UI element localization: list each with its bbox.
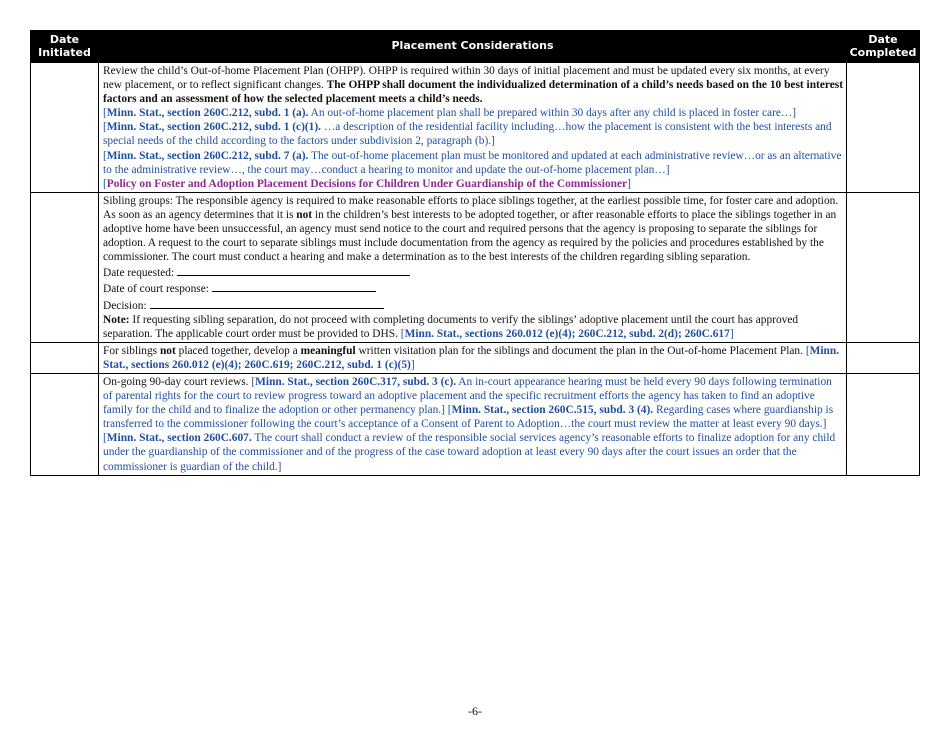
note-text: If requesting sibling separation, do not proceed with completing documents to verify the siblings’ adoptive placement until the court has approved separation. The applicable court order must be provided to DHS. <box>103 313 799 340</box>
decision-label: Decision: <box>103 299 147 312</box>
page-number: -6- <box>468 704 482 718</box>
date-court-response-label: Date of court response: <box>103 283 209 296</box>
table-header-row <box>31 31 920 63</box>
court-reviews-cite-2: Minn. Stat., section 260C.515, subd. 3 (4). <box>451 404 654 417</box>
placement-table <box>30 30 920 476</box>
note-label: Note: <box>103 313 130 326</box>
decision-field <box>103 297 843 313</box>
visitation-plan-text: For siblings not placed together, develop a meaningful written visitation plan for the siblings and document the plan in the Out-of-home Placement Plan. [Minn. Stat., sections 260.012 (e)(4); 260C.619; 260C.212, subd. 1 (c)(5)] <box>103 344 840 371</box>
date-initiated-cell[interactable] <box>31 373 99 475</box>
decision-input[interactable] <box>150 297 384 309</box>
reference-1: [Minn. Stat., section 260C.212, subd. 1 (a). An out-of-home placement plan shall be prepared within 30 days after any child is placed in foster care…] <box>103 107 797 120</box>
sibling-note: Note: If requesting sibling separation, do not proceed with completing documents to verify the siblings’ adoptive placement until the court has approved separation. The applicable court order must be provided to DHS. [Minn. Stat., sections 260.012 (e)(4); 260C.212, subd. 2(d); 260C.617] <box>103 313 799 340</box>
reference-3-text: The out-of-home placement plan must be monitored and updated at each administrative review…or as an alternative to the administrative review…, the court may…conduct a hearing to monitor and update the out-of-home placement plan…] <box>103 149 842 176</box>
reference-3: [Minn. Stat., section 260C.212, subd. 7 (a). The out-of-home placement plan must be monitored and updated at each administrative review…or as an alternative to the administrative review…, the court may…conduct a hearing to monitor and update the out-of-home placement plan…] <box>103 149 842 176</box>
reference-2-text: …a description of the residential facility including…how the placement is consistent with the best interests and special needs of the child according to the factors under subdivision 2, paragraph (b).] <box>103 121 832 148</box>
court-reviews-text-2: Regarding cases where guardianship is transferred to the commissioner following the court’s acceptance of a Consent of Parent to Adoption…the court must review the matter at least every 90 days.] <box>103 404 834 431</box>
table-row <box>31 63 920 193</box>
court-reviews-cite-1: Minn. Stat., section 260C.317, subd. 3 (c). <box>255 375 457 388</box>
header-date-completed: Date Completed <box>847 31 920 63</box>
date-initiated-cell[interactable] <box>31 192 99 342</box>
table-row <box>31 373 920 475</box>
sibling-not-bold: not <box>296 208 313 221</box>
ohpp-consideration-cell <box>99 63 847 193</box>
sibling-groups-text <box>103 194 843 264</box>
date-completed-cell[interactable] <box>847 342 920 373</box>
ohpp-intro-bold: The OHPP shall document the individualized determination of a child’s needs based on the 10 best interest factors and an assessment of how the selected placement meets a child’s needs. <box>103 79 844 106</box>
visitation-not-bold: not <box>159 344 176 357</box>
date-completed-cell[interactable] <box>847 192 920 342</box>
date-requested-label: Date requested: <box>103 267 175 280</box>
reference-3-cite: Minn. Stat., section 260C.212, subd. 7 (a). <box>106 149 309 162</box>
table-row <box>31 192 920 342</box>
ohpp-intro <box>103 64 843 106</box>
date-court-response-field <box>103 280 843 296</box>
sibling-text-a: Sibling groups: The responsible agency is required to make reasonable efforts to place siblings together, at the earliest possible time, for foster care and adoption. As soon as an agency determines that it is <box>103 194 839 221</box>
court-reviews-text-3: The court shall conduct a review of the responsible social services agency’s reasonable efforts to finalize adoption for any child under the guardianship of the commissioner and of the progress of the case toward adoption at least every 90 days after the court issues an order that the commissioner is guardian of the child.] <box>103 432 836 473</box>
date-initiated-cell[interactable] <box>31 342 99 373</box>
header-placement-considerations: Placement Considerations <box>99 31 847 63</box>
court-reviews-cite-3: Minn. Stat., section 260C.607. <box>106 432 252 445</box>
date-completed-cell[interactable] <box>847 373 920 475</box>
visitation-cite: Minn. Stat., sections 260.012 (e)(4); 260C.619; 260C.212, subd. 1 (c)(5) <box>103 344 840 371</box>
header-date-initiated: Date Initiated <box>31 31 99 63</box>
court-reviews-text-1: An in-court appearance hearing must be held every 90 days following termination of parental rights for the court to review progress toward an adoptive placement and the specific recruitment efforts the agency has taken to find an adoptive family for the child and to finalize the adoption or other permanency plan.] <box>103 375 832 417</box>
sibling-groups-cell <box>99 192 847 342</box>
note-cite: Minn. Stat., sections 260.012 (e)(4); 260C.212, subd. 2(d); 260C.617 <box>404 327 730 340</box>
visitation-text-a: For siblings <box>103 344 160 357</box>
reference-1-cite: Minn. Stat., section 260C.212, subd. 1 (a). <box>106 107 309 120</box>
date-requested-field <box>103 264 843 280</box>
table-row <box>31 342 920 373</box>
date-completed-cell[interactable] <box>847 63 920 193</box>
visitation-text-b: placed together, develop a <box>175 344 301 357</box>
sibling-text-b: in the children’s best interests to be adopted together, or after reasonable efforts to place the siblings together in an adoptive home have been unsuccessful, an agency must send notice to the court and required persons that the agency is proposing to separate the siblings for adoption. A request to the court to separate siblings must include documentation from the agency as required by the policies and procedures established by the commissioner. The court must conduct a hearing and make a determination as to the best interests of the children regarding sibling separation. <box>103 208 837 264</box>
policy-link[interactable]: Policy on Foster and Adoption Placement Decisions for Children Under Guardianship of the Commissioner <box>106 177 628 190</box>
ohpp-intro-text: Review the child’s Out-of-home Placement Plan (OHPP). OHPP is required within 30 days of initial placement and must be updated every six months, at every new placement, or to reflect significant changes. <box>103 65 830 92</box>
court-reviews-text: On-going 90-day court reviews. [Minn. Stat., section 260C.317, subd. 3 (c). An in-court appearance hearing must be held every 90 days following termination of parental rights for the court to review progress toward an adoptive placement and the specific recruitment efforts the agency has taken to find an adoptive family for the child and to finalize the adoption or other permanency plan.] [Minn. Stat., section 260C.515, subd. 3 (4). Regarding cases where guardianship is transferred to the commissioner following the court’s acceptance of a Consent of Parent to Adoption…the court must review the matter at least every 90 days.] [Minn. Stat., section 260C.607. The court shall conduct a review of the responsible social services agency’s reasonable efforts to finalize adoption for any child under the guardianship of the commissioner and of the progress of the case toward adoption at least every 90 days after the court issues an order that the commissioner is guardian of the child.] <box>103 375 836 473</box>
visitation-meaningful-bold: meaningful <box>300 344 356 357</box>
checklist-page <box>30 30 920 476</box>
policy-reference: [Policy on Foster and Adoption Placement Decisions for Children Under Guardianship of the Commissioner] <box>103 177 631 190</box>
visitation-text-c: written visitation plan for the siblings and document the plan in the Out-of-home Placement Plan. <box>355 344 806 357</box>
visitation-plan-cell <box>99 342 847 373</box>
reference-2: [Minn. Stat., section 260C.212, subd. 1 (c)(1). …a description of the residential facility including…how the placement is consistent with the best interests and special needs of the child according to the factors under subdivision 2, paragraph (b).] <box>103 121 832 148</box>
court-reviews-cell <box>99 373 847 475</box>
reference-1-text: An out-of-home placement plan shall be prepared within 30 days after any child is placed in foster care…] <box>308 107 797 120</box>
date-initiated-cell[interactable] <box>31 63 99 193</box>
date-requested-input[interactable] <box>177 264 410 276</box>
date-court-response-input[interactable] <box>212 280 376 292</box>
court-reviews-intro: On-going 90-day court reviews. <box>103 375 252 388</box>
reference-2-cite: Minn. Stat., section 260C.212, subd. 1 (c)(1). <box>106 121 322 134</box>
